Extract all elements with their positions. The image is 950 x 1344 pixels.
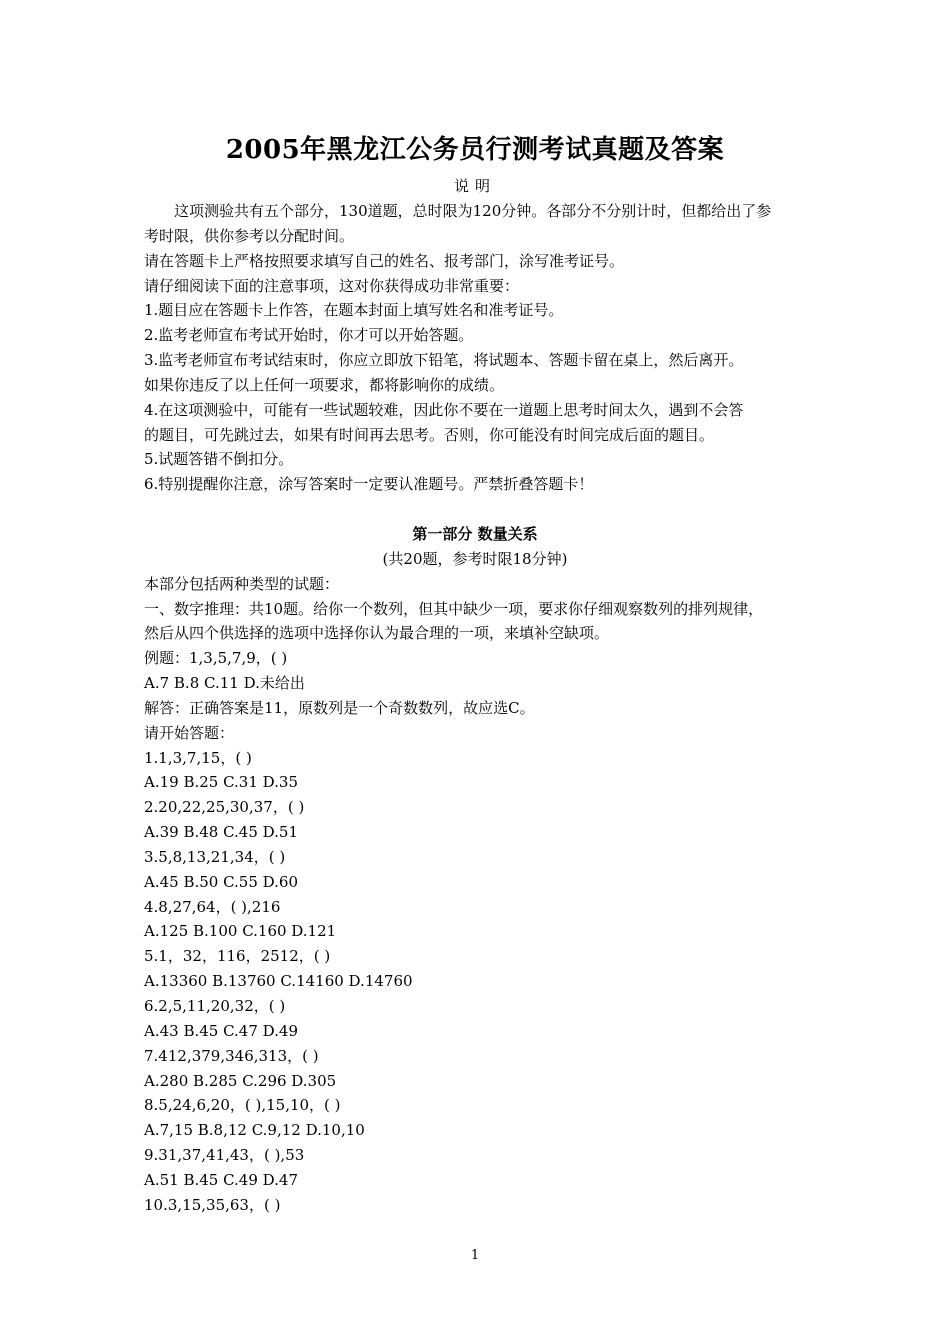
page-number: 1	[470, 1248, 480, 1263]
example-question: 例题：1,3,5,7,9，( )	[144, 649, 288, 668]
question-2: 2.20,22,25,30,37，( )	[144, 798, 305, 817]
intro-line: 4.在这项测验中，可能有一些试题较难，因此你不要在一道题上思考时间太久，遇到不会答	[144, 400, 744, 419]
intro-line: 1.题目应在答题卡上作答，在题本封面上填写姓名和准考证号。	[144, 301, 564, 320]
question-5: 5.1，32，116，2512，( )	[144, 947, 331, 966]
example-answer: 解答：正确答案是11，原数列是一个奇数数列，故应选C。	[144, 698, 535, 717]
intro-line: 这项测验共有五个部分，130道题，总时限为120分钟。各部分不分别计时，但都给出了参	[174, 202, 772, 220]
section-line: 本部分包括两种类型的试题：	[144, 574, 340, 593]
question-7-options: A.280 B.285 C.296 D.305	[144, 1071, 337, 1090]
intro-line: 6.特别提醒你注意，涂写答案时一定要认准题号。严禁折叠答题卡！	[144, 475, 594, 494]
intro-line: 2.监考老师宣布考试开始时，你才可以开始答题。	[144, 326, 474, 345]
question-3-options: A.45 B.50 C.55 D.60	[144, 872, 299, 891]
intro-line: 3.监考老师宣布考试结束时，你应立即放下铅笔，将试题本、答题卡留在桌上，然后离开。	[144, 351, 744, 370]
intro-line: 的题目，可先跳过去，如果有时间再去思考。否则，你可能没有时间完成后面的题目。	[144, 425, 715, 444]
section-note: (共20题，参考时限18分钟)	[382, 549, 568, 568]
question-7: 7.412,379,346,313，( )	[144, 1046, 319, 1065]
section-spacer	[144, 497, 809, 522]
question-10: 10.3,15,35,63，( )	[144, 1195, 281, 1214]
intro-line: 如果你违反了以上任何一项要求，都将影响你的成绩。	[144, 375, 505, 394]
intro-line: 考时限，供你参考以分配时间。	[144, 226, 355, 245]
intro-line: 请仔细阅读下面的注意事项，这对你获得成功非常重要：	[144, 276, 520, 295]
question-2-options: A.39 B.48 C.45 D.51	[144, 823, 299, 842]
question-5-options: A.13360 B.13760 C.14160 D.14760	[144, 972, 413, 991]
question-4-options: A.125 B.100 C.160 D.121	[144, 922, 337, 941]
question-3: 3.5,8,13,21,34，( )	[144, 847, 286, 866]
example-options: A.7 B.8 C.11 D.未给出	[144, 674, 305, 693]
intro-line: 请在答题卡上严格按照要求填写自己的姓名、报考部门，涂写准考证号。	[144, 251, 625, 270]
question-4: 4.8,27,64，( ),216	[144, 897, 281, 916]
question-1: 1.1,3,7,15，( )	[144, 748, 252, 767]
question-9-options: A.51 B.45 C.49 D.47	[144, 1170, 299, 1189]
question-8-options: A.7,15 B.8,12 C.9,12 D.10,10	[144, 1121, 365, 1140]
section-title: 第一部分 数量关系	[412, 524, 538, 543]
question-8: 8.5,24,6,20，( ),15,10，( )	[144, 1096, 341, 1115]
question-6: 6.2,5,11,20,32，( )	[144, 997, 286, 1015]
start-prompt: 请开始答题：	[144, 723, 235, 742]
section-line: 一、数字推理：共10题。给你一个数列，但其中缺少一项，要求你仔细观察数列的排列规律，	[144, 599, 764, 618]
question-6-options: A.43 B.45 C.47 D.49	[144, 1021, 299, 1040]
intro-line: 5.试题答错不倒扣分。	[144, 450, 294, 469]
question-1-options: A.19 B.25 C.31 D.35	[144, 773, 299, 792]
document-subtitle: 说明	[453, 177, 496, 195]
intro-block	[144, 199, 809, 1218]
section-line: 然后从四个供选择的选项中选择你认为最合理的一项，来填补空缺项。	[144, 624, 610, 643]
question-9: 9.31,37,41,43，( ),53	[144, 1146, 305, 1165]
document-title: 2005年黑龙江公务员行测考试真题及答案	[225, 135, 725, 165]
